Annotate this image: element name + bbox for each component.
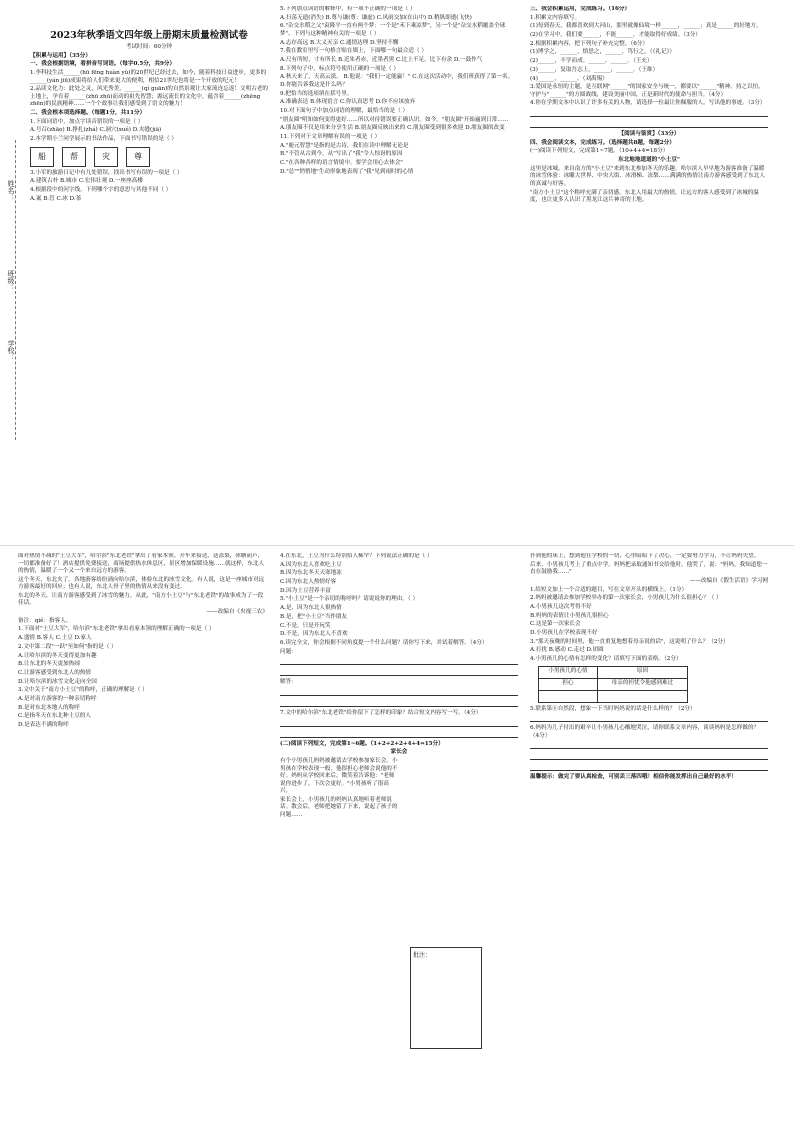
question-options: A.盛情 B.客人 C.土豆 D.家人: [18, 635, 92, 642]
passage-text: 这里是冰城，来自南方的"小土豆"来到东北参加冬天的乐趣。哈尔滨人早早地为游客准备了温暖的冰雪体验：冰雕大世界、中央大街、冰滑梯、冻梨……满满的热情让南方游客感受到了东北人的真诚与好客。: [530, 165, 765, 187]
part-heading: 三、我会积累运用，完成练习。（16分）: [530, 6, 631, 12]
passage-text: 东北的冬天，让南方游客感受到了冰雪的魅力。从此，"南方小土豆"与"东北老铁"的故事成为了一段佳话。: [18, 592, 264, 607]
question-text: 5.下列加点词语的解释中，有一项不正确的一项是（ ）: [280, 6, 416, 12]
exam-sheet-page-1: [0, 0, 794, 546]
question-text: 2.文中第二段"一跃"至如何"指的是（ ）: [18, 643, 117, 650]
question-options: A.建筑古朴 B.城市 C.宏伟壮观 D.一座座高楼: [30, 178, 143, 185]
mood-table: [538, 666, 688, 703]
answer-line[interactable]: [280, 730, 518, 738]
table-cell: 母亲的担忧令他感到难过: [597, 678, 687, 690]
question-text: 6.读完全文，你会根据不同角度提一个什么问题？请你写下来，并试着解答。（4分）: [280, 639, 488, 646]
question-line: (3)______，复取吾志上。______，______。（王维）: [530, 66, 659, 73]
passage-text: "南方小土豆"这个称呼充满了亲切感。东北人用最大的热情，让远方的客人感受到了冰城的温度，也让更多人认识了黑龙江这片神奇的土地。: [530, 189, 759, 203]
question-option: C.让游客感受到东北人的热情: [18, 669, 91, 676]
sheet1-column-3: [530, 6, 768, 539]
answer-line[interactable]: [530, 120, 768, 128]
question-option: C.不是，只是开玩笑: [280, 622, 331, 629]
question-options: A.号召(zhāo) B.挣扎(zhá) C.洞穴(xué) D.夹缝(jiā): [30, 127, 162, 134]
passage-source: ——改编自《央视三农》: [206, 609, 268, 616]
sheet1-column-1: [30, 6, 268, 539]
passage-title: 家长会: [390, 749, 408, 756]
passage-text: 面对热情不减的"土豆大军"，哈尔滨"东北老铁"拿出了看家本领。开车来接送，送冻梨，冰糖葫芦，一切都准备好了！酒店提供免费接送，商场提供热水休息区，景区增加保暖设施……就这样，东北人的热情，温暖了一个又一个来自远方的游客。: [18, 553, 265, 574]
question-text: 7.文中的哈尔滨"东北老铁"给你留下了怎样的印象？结合短文内容写一写。（4分）: [280, 709, 482, 716]
answer-line[interactable]: [280, 699, 518, 707]
answer-line[interactable]: [280, 657, 518, 665]
exam-time: 考试时间：60分钟: [125, 44, 173, 50]
school-label: 学校：: [7, 340, 15, 361]
question-options: A.秋天来了，天高云淡。 B.他说："我们一定能赢！" C.在这次活动中，我们班获得了第一名。 D.你能告诉我这是什么吗？: [280, 74, 514, 88]
question-option: B.是，把"小土豆"当作朋友: [280, 613, 347, 620]
question-text: 9.把恰当的选项填在括号里。: [280, 90, 353, 97]
question-text: 3.文中关于"南方小土豆"的称呼，正确的理解是（ ）: [18, 687, 148, 694]
answer-line[interactable]: [530, 714, 768, 722]
answer-label: 问题：: [280, 648, 297, 655]
question-text: 3.小军的旅游日记中有几处错误，找出书写有误的一项是（ ）: [30, 169, 183, 176]
question-option: C."在各种各样的语言情境中，要学会用心去体会": [280, 160, 403, 166]
question-option: A.是，因为东北人很热情: [280, 605, 342, 612]
question-option: A."鹿元智慧"是指的是古诗，我们在读中理解无论是: [280, 142, 409, 149]
question-options: A.扫荡无遗(消失) B.尊与谦(尊：谦虚) C.风雨交加(在山中) D.稍纵即逝(飞快): [280, 14, 472, 21]
passage-text: 这个冬天，东北火了。各地游客纷纷涌向哈尔滨，体验东北的冰雪文化。有人说，这是一座城市对远方游客最好的回应；也有人说，东北人骨子里的热情从来没有变过。: [18, 576, 265, 591]
passage-text: 扑到他的床上，想到他在学校的一切，心里暗暗下了决心，一定要努力学习，不让妈妈失望。: [530, 553, 760, 559]
table-cell-blank[interactable]: [597, 690, 687, 702]
answer-line[interactable]: [280, 719, 518, 727]
part-heading: (二)阅读下列短文，完成第1~6题。（1+2+2+2+4+4=15分）: [280, 740, 444, 747]
question-text: 4.小男孩儿的心情有怎样的变化？请填写下面的表格。（2分）: [530, 656, 682, 663]
question-text: 4.你在学期文本中认识了许多有关的人物，请选择一位最让你佩服的人，写出他的事迹。（3分）: [530, 100, 766, 107]
question-option: D.小男孩儿在学校表现不好: [530, 630, 598, 636]
question-text: 1.下面词语中，加点字读音错误的一项是（ ）: [30, 118, 144, 125]
answer-label: 解答：: [280, 679, 297, 686]
sheet2-column-3: [530, 553, 768, 1117]
table-cell-blank[interactable]: [539, 690, 598, 702]
part-heading: 二、我会根本项选择题。（每题1分，共11分）: [30, 109, 146, 116]
calligraphy-char: 帮: [62, 147, 86, 167]
answer-line[interactable]: [280, 688, 518, 696]
question-text: 5.联系第⑥自然段，想象一下当时妈妈说的话是什么样的？（2分）: [530, 705, 696, 712]
question-text: 6."杂交水稻之父"袁隆平一直有两个梦：一个是"禾下乘凉梦"，另一个是"杂交水稻覆盖全球梦"。下列与这种精神有关的一项是（ ）: [280, 23, 506, 37]
exam-sheet-page-2: [0, 547, 794, 1123]
question-text: 4.根据段中的问字线，下列哪个字的意思与其他不同（ ）: [30, 186, 172, 193]
question-text: 3."那天夜晚的时间里，他一直重复地想着母亲说的话"，这说明了什么？（2分）: [530, 638, 729, 645]
question-text: 2.根据积累内容，把下列句子补充完整。（6分）: [530, 40, 648, 47]
question-text: 1.给短文加上一个合适的题目，写在文章开头的横线上。（1分）: [530, 586, 688, 593]
annotation-box[interactable]: [410, 947, 482, 1049]
section-heading: 【阅读与鉴赏】（33分）: [618, 131, 680, 138]
question-text: 2.品读文化力：此处之灵，风光秀美，______(qí guān)的自然景观让大家流连忘返！文明古老的土地上，孕育着______(zhū zhū)而动的祖先智慧；源远流长的文化中，蕴含着______(zhēng zhēn)的民族精神……一个个故事让我们感受到了语文的魅力！: [30, 86, 268, 108]
question-line: (1)博学之，______，慎思之，______，笃行之。（《礼记》）: [530, 49, 675, 56]
calligraphy-samples: [30, 147, 268, 167]
question-line: (2)______，不学而成。______，______。（王充）: [530, 58, 653, 65]
question-option: D.是表达不满的称呼: [18, 722, 69, 728]
question-option: B.因为东北冬天天寒地冻: [280, 570, 342, 577]
passage-heading: (一)阅读下列短文，完成第1~7题。（10+4+4=18分）: [530, 148, 669, 155]
passage-text: 后来，小男孩儿考上了重点中学。妈妈把录取通知书交给他时，他哭了，说："妈妈，我知道您一直在鼓励我……": [530, 561, 768, 576]
table-header: 原因: [597, 666, 687, 678]
question-options: A.打扰 B.感动 C.走过 D.团圆: [530, 647, 604, 654]
question-option: B."不管从古到今，从"写出了"我"令人惊讶的原因: [280, 151, 403, 158]
passage-text: 有个小男孩儿妈妈被邀请去学校参加家长会。小男孩在学校表现一般，他很担心老师会说他的不好。妈妈从学校回来后，微笑着告诉他："老师说你进步了，下次会更好。"小男孩听了很高兴。: [280, 758, 398, 794]
answer-line[interactable]: [530, 741, 768, 749]
question-text: 2.妈妈被邀请去参加学校举办的第一次家长会，小男孩儿为什么很担心？（ ）: [530, 595, 722, 602]
passage-title: 东北地地道道的"小土豆": [618, 157, 680, 164]
question-text: (1)每到春天，我都喜欢到大河山，那里就像仙境一样______，______；真是______的好地方。: [530, 23, 762, 30]
answer-line[interactable]: [530, 109, 768, 117]
class-label: 班级：: [7, 270, 15, 291]
question-option: D.因为土豆营养丰富: [280, 587, 331, 594]
question-options: A.准确表达 B.体现语言 C.你认真思考 D.你不应该放弃: [280, 99, 416, 106]
question-options: A.志存高远 B.大义灭亲 C.通情达理 D.坚持不懈: [280, 39, 399, 46]
annotation-label: 批注：: [413, 952, 432, 959]
question-option: A.小男孩儿这次考得不好: [530, 603, 592, 610]
question-option: A.让哈尔滨的冬天变得更加有趣: [18, 652, 97, 659]
answer-line[interactable]: [280, 668, 518, 676]
question-options: A.尺有所短，寸有所长 B.近朱者赤，近墨者黑 C.比上不足，比下有余 D.一鼓作气: [280, 56, 483, 63]
calligraphy-char: 船: [30, 147, 54, 167]
question-options: A.案 B.管 C.冰 D.茶: [30, 195, 82, 202]
section-heading: 【积累与运用】（35分）: [30, 52, 91, 59]
question-option: D.不是，因为东北人不喜欢: [280, 631, 348, 638]
question-text: (2)在学习中，我们要______，不能______，才能取得好成绩。（3分）: [530, 32, 701, 39]
question-option: A.因为东北人喜欢吃土豆: [280, 561, 342, 568]
question-text: 1.积累文内容填写。: [530, 14, 581, 21]
question-text: 5."小土豆"是一个亲切的称呼吗？请说说你的理由。（ ）: [280, 596, 419, 603]
question-option: D.让哈尔滨的冰雪文化走向全国: [18, 678, 97, 685]
question-line: (4)______，______。（刘禹锡）: [530, 75, 608, 82]
question-option: B.是对东北本地人的称呼: [18, 704, 80, 711]
calligraphy-char: 灾: [94, 147, 118, 167]
question-text: 2.本学期小兰同学展示的书法作品，下面书写错误的是（ ）: [30, 136, 177, 142]
passage-note: 备注：qiě：指客人。: [18, 617, 72, 624]
question-options: A.朋友圈不仅是用来分享生活 B.朋友圈反映出来的 C.朋友圈受到很多欢迎 D.朋友圈的改变: [280, 125, 505, 132]
answer-line[interactable]: [530, 752, 768, 760]
calligraphy-char: 尊: [126, 147, 150, 167]
question-text: 7.我在教室里写一句格言贴在墙上，下面哪一句最合适（ ）: [280, 48, 427, 55]
table-header: 小男孩儿的心情: [539, 666, 598, 678]
sheet2-column-1: [18, 553, 268, 1117]
question-option: B.妈妈的表情让小男孩儿很担心: [530, 612, 609, 619]
question-option: B.让东北的冬天更加热闹: [18, 661, 80, 668]
question-option: C.因为东北人热情好客: [280, 579, 337, 586]
question-text: 1.李科技生活______(hū fēng huàn yǔ)的20世纪已经过去，如今，随着科技日益进步，更多的______(yán jiū)成果将给人们带来更大的便利，相信21世纪也将是一个开放的纪元！: [30, 70, 267, 84]
question-text: 3.爱国是永恒的主题，是互联网"______"的国家安全与统一，都要以"______"精神，持之以恒，守护与"______"的方圆战线，建设美丽中国，正是新时代的使命与担当。（4分）: [530, 84, 764, 98]
part-heading: 四、我会阅读文本，完成练习。（选择题共8题，每题2分）: [530, 139, 675, 146]
passage-text: "朋友圈"明知如何变得更好……所以对待错误要正确认识。如今，"朋友圈"开始遍到日常……: [280, 116, 509, 123]
answer-line[interactable]: [530, 763, 768, 771]
question-option: D."总""悄悄地"生动形象地表现了"我"见到雨时的心情: [280, 168, 414, 175]
passage-source: ——改编自《假生活语》学习网: [689, 577, 768, 584]
question-option: A.是对南方游客的一种亲切称呼: [18, 695, 97, 702]
part-heading: 一、我会根据语境，看拼音写词语。（每字0.5分，共9分）: [30, 61, 176, 68]
question-text: 11.下列对于文章理解有误的一项是（ ）: [280, 133, 381, 140]
question-text: 4.在东北，土豆为什么特别招人稀罕？下列说法正确的是（ ）: [280, 553, 433, 559]
question-text: 8.下列句子中，标点符号使用正确的一项是（ ）: [280, 65, 399, 72]
sheet1-column-2: [280, 6, 518, 539]
binding-margin: [4, 140, 26, 440]
question-text: 6.妈妈为儿子付出的艰辛让小男孩儿心酸地哭泣，请你联系文章内容，谈谈妈妈是怎样做的？（4分）: [530, 725, 760, 739]
table-cell: 担心: [539, 678, 598, 690]
question-option: C.这是第一次家长会: [530, 621, 581, 628]
name-label: 姓名：: [7, 180, 15, 201]
reminder-text: 温馨提示：做完了要认真检查，可别丢三落四哦！相信你能发挥出自己最好的水平！: [530, 774, 737, 781]
sheet2-column-2: [280, 553, 518, 1117]
question-text: 1.下面对"土豆大军"，哈尔滨"东北老铁"拿出看家本领的理解正确的一项是（ ）: [18, 626, 215, 633]
question-text: 10.对下面句子中加点词语的理解，最恰当的是（ ）: [280, 107, 409, 114]
exam-title: 2023年秋季语文四年级上册期末质量检测试卷: [50, 30, 248, 41]
passage-text: 家长会上，小男孩儿的妈妈认真地听着老师说话。散会后，老师把她留了下来，说起了孩子的问题……: [280, 796, 398, 818]
question-option: C.是指冬天在东北种土豆的人: [18, 713, 91, 720]
